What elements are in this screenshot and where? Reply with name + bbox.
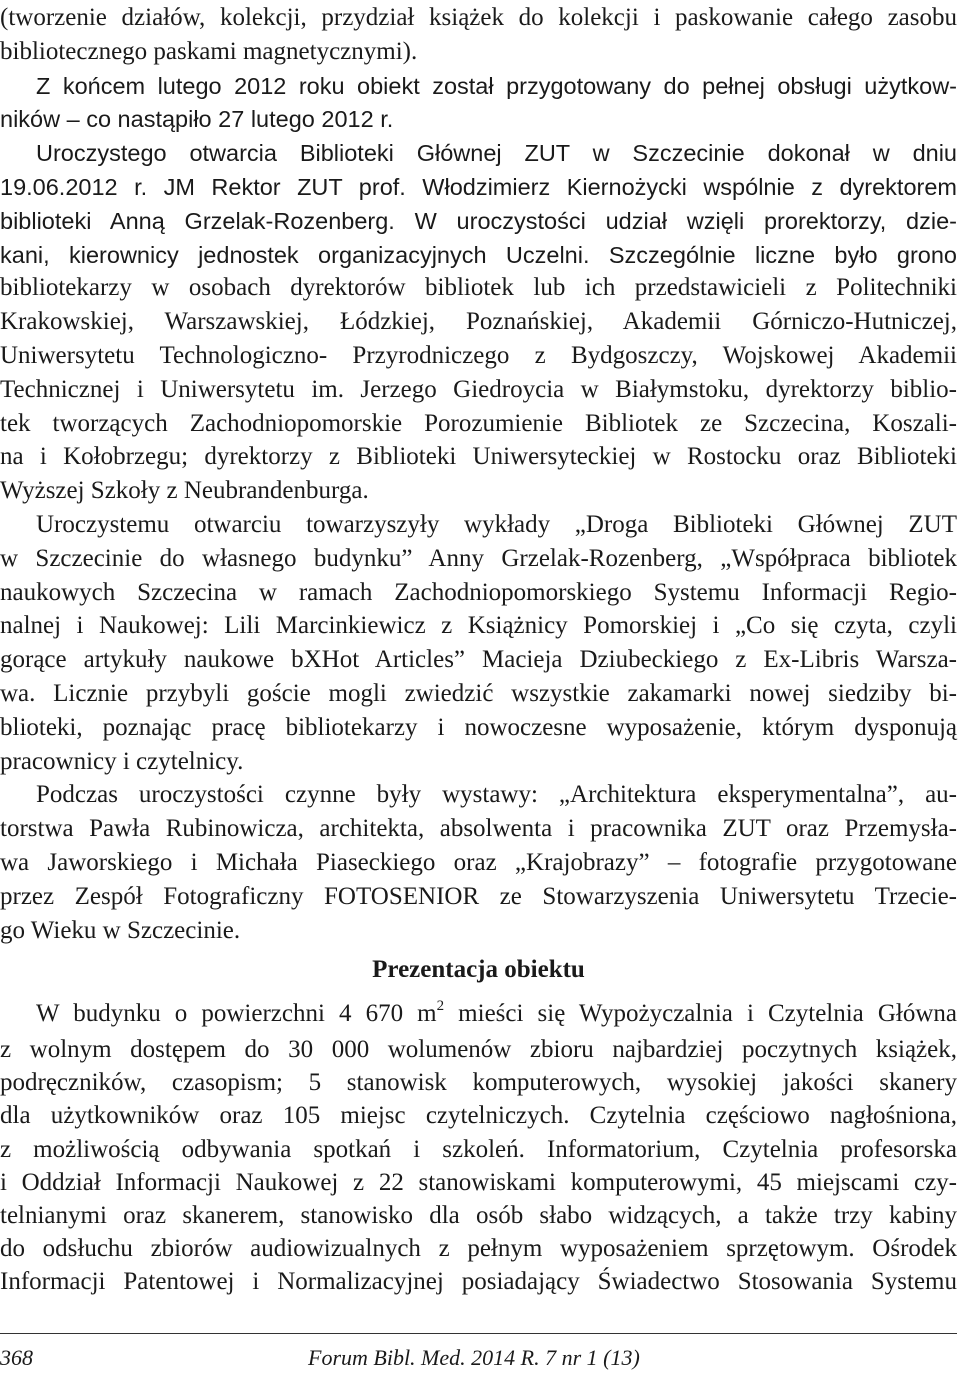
text-line: pracownicy i czytelnicy. (0, 747, 244, 775)
section-text-line: z wolnym dostępem do 30 000 wolumenów zbioru najbardziej poczytnych książek, (0, 1036, 957, 1063)
text-line: Z końcem lutego 2012 roku obiekt został przygotowany do pełnej obsługi użytkow- (36, 72, 957, 99)
footer-page-number: 368 (0, 1345, 33, 1370)
text-line: ników – co nastąpiło 27 lutego 2012 r. (0, 106, 394, 133)
section-text-line: dla użytkowników oraz 105 miejsc czytelniczych. Czytelnia częściowo nagłośniona, (0, 1102, 957, 1130)
text-line: Krakowskiej, Warszawskiej, Łódzkiej, Poznańskiej, Akademii Górniczo-Hutniczej, (0, 308, 957, 336)
superscript-two: 2 (436, 997, 445, 1014)
footer-divider (0, 1333, 957, 1334)
text-line: gorące artykuły naukowe bXHot Articles” Macieja Dziubeckiego z Ex-Libris Warsza- (0, 646, 957, 674)
text-line: wa. Licznie przybyli goście mogli zwiedzić wszystkie zakamarki nowej siedziby bi- (0, 680, 957, 707)
section-first-line (0, 998, 957, 1030)
text-line: przez Zespół Fotograficzny FOTOSENIOR ze Stowarzyszenia Uniwersytetu Trzecie- (0, 882, 957, 910)
section-text-line: telnianymi oraz skanerem, stanowisko dla osób słabo widzących, a także trzy kabiny (0, 1202, 957, 1229)
text-line: tek tworzących Zachodniopomorskie Porozumienie Bibliotek ze Szczecina, Koszali- (0, 409, 957, 437)
text-line: Podczas uroczystości czynne były wystawy: „Architektura eksperymentalna”, au- (36, 781, 957, 809)
text-line: Technicznej i Uniwersytetu im. Jerzego Giedroycia w Białymstoku, dyrektorzy biblio- (0, 375, 957, 403)
text-line: nalnej i Naukowej: Lili Marcinkiewicz z Książnicy Pomorskiej i „Co się czyta, czyli (0, 612, 957, 640)
section-first-line-before: W budynku o powierzchni 4 670 m (36, 1000, 437, 1027)
text-line: Uniwersytetu Technologiczno- Przyrodniczego z Bydgoszczy, Wojskowej Akademii (0, 342, 957, 369)
text-line: Wyższej Szkoły z Neubrandenburga. (0, 477, 369, 505)
text-line: bibliotekarzy w osobach dyrektorów bibliotek lub ich przedstawicieli z Politechniki (0, 274, 957, 302)
text-line: torstwa Pawła Rubinowicza, architekta, absolwenta i pracownika ZUT oraz Przemysła- (0, 815, 957, 843)
section-text-line: podręczników, czasopism; 5 stanowisk komputerowych, wysokiej jakości skanery (0, 1069, 957, 1097)
footer-journal-citation: Forum Bibl. Med. 2014 R. 7 nr 1 (13) (308, 1345, 640, 1370)
text-line: 19.06.2012 r. JM Rektor ZUT prof. Włodzimierz Kiernożycki wspólnie z dyrektorem (0, 174, 957, 200)
text-line: (tworzenie działów, kolekcji, przydział książek do kolekcji i paskowanie całego zasobu (0, 4, 957, 31)
text-line: na i Kołobrzegu; dyrektorzy z Biblioteki Uniwersyteckiej w Rostocku oraz Biblioteki (0, 443, 957, 471)
text-line: wa Jaworskiego i Michała Piaseckiego oraz „Krajobrazy” – fotografie przygotowane (0, 849, 957, 876)
text-line: blioteki, poznając pracę bibliotekarzy i nowoczesne wyposażenie, którym dysponują (0, 713, 957, 741)
text-line: Uroczystego otwarcia Biblioteki Głównej ZUT w Szczecinie dokonał w dniu (36, 140, 957, 167)
text-line: Uroczystemu otwarciu towarzyszyły wykłady „Droga Biblioteki Głównej ZUT (36, 511, 957, 538)
section-text-line: do odsłuchu zbiorów audiowizualnych z pełnym wyposażeniem sprzętowym. Ośrodek (0, 1235, 957, 1263)
text-line: biblioteki Anną Grzelak-Rozenberg. W uroczystości udział wzięli prorektorzy, dzie- (0, 207, 957, 234)
text-line: go Wieku w Szczecinie. (0, 916, 241, 944)
text-line: bibliotecznego paskami magnetycznymi). (0, 37, 418, 65)
section-heading: Prezentacja obiektu (372, 956, 585, 983)
section-text-line: i Oddział Informacji Naukowej z 22 stanowiskami komputerowymi, 45 miejscami czy- (0, 1168, 957, 1196)
section-text-line: Informacji Patentowej i Normalizacyjnej posiadający Świadectwo Stosowania Systemu (0, 1268, 957, 1296)
text-line: kani, kierownicy jednostek organizacyjnych Uczelni. Szczególnie liczne było grono (0, 241, 957, 268)
section-text-line: z możliwością odbywania spotkań i szkoleń. Informatorium, Czytelnia profesorska (0, 1135, 957, 1163)
section-first-line-after: mieści się Wypożyczalnia i Czytelnia Główna (444, 1000, 957, 1027)
text-line: w Szczecinie do własnego budynku” Anny Grzelak-Rozenberg, „Współpraca bibliotek (0, 544, 957, 572)
text-line: naukowych Szczecina w ramach Zachodniopomorskiego Systemu Informacji Regio- (0, 578, 957, 606)
